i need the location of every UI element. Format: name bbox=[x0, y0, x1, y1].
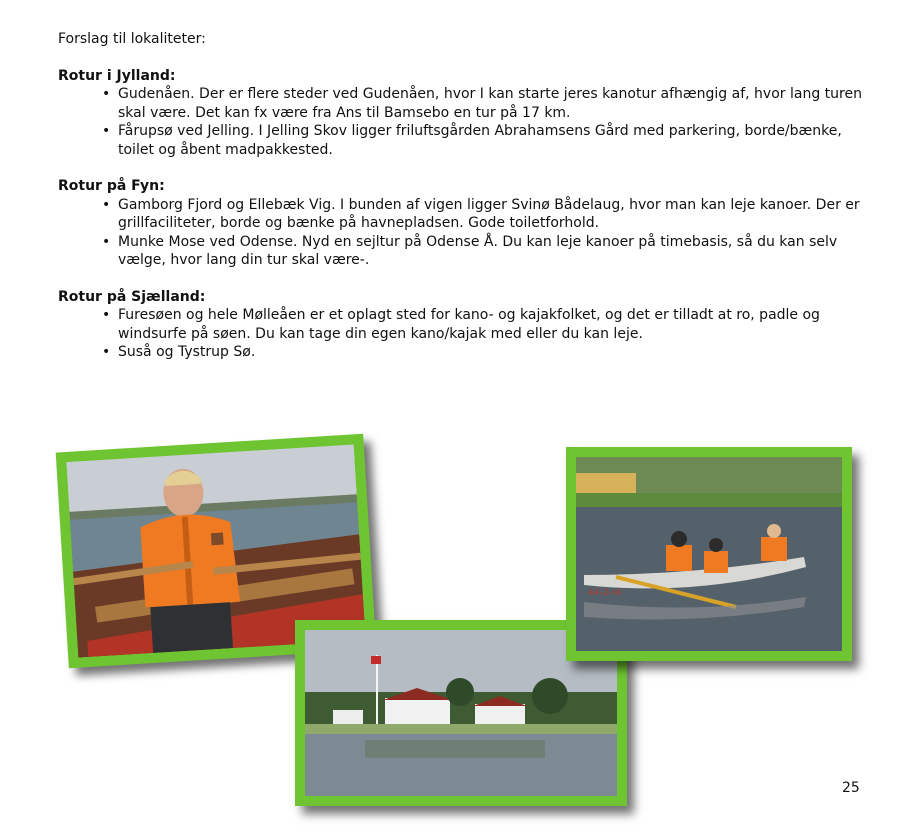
section-heading: Rotur på Fyn: bbox=[58, 178, 165, 194]
section-jylland bbox=[58, 67, 878, 160]
bullet: • bbox=[102, 233, 111, 250]
page-number: 25 bbox=[842, 780, 860, 796]
list-item bbox=[102, 85, 878, 122]
bullet: • bbox=[102, 123, 111, 139]
bullet: • bbox=[102, 196, 111, 213]
list-item bbox=[102, 343, 878, 362]
location-list bbox=[58, 306, 878, 362]
bullet: • bbox=[102, 307, 111, 323]
location-list bbox=[58, 85, 878, 159]
list-item-text: Munke Mose ved Odense. Nyd en sejltur på Odense Å. Du kan leje kanoer på timebasis, så du kan selv vælge, hvor lang din tur skal være-. bbox=[118, 233, 838, 268]
section-sjaelland bbox=[58, 288, 878, 362]
list-item-text: Furesøen og hele Mølleåen er et oplagt sted for kano- og kajakfolket, og det er tilladt at ro, padle og windsurfe på søen. Du kan tage din egen kano/kajak med eller du kan leje. bbox=[118, 307, 820, 342]
bullet: • bbox=[102, 86, 111, 102]
photo-canoe-image bbox=[576, 457, 842, 651]
bullet: • bbox=[102, 344, 111, 360]
section-heading: Rotur i Jylland: bbox=[58, 67, 176, 84]
section-heading: Rotur på Sjælland: bbox=[58, 288, 206, 305]
list-item bbox=[102, 122, 878, 159]
section-fyn bbox=[58, 177, 878, 270]
list-item-text: Gudenåen. Der er flere steder ved Gudenåen, hvor I kan starte jeres kanotur afhængig af, hvor lang turen skal være. Det kan fx være fra Ans til Bamsebo en tur på 17 km. bbox=[118, 86, 862, 121]
photo-canoe bbox=[566, 447, 852, 661]
list-item-text: Gamborg Fjord og Ellebæk Vig. I bunden af vigen ligger Svinø Bådelaug, hvor man kan leje kanoer. Der er grillfaciliteter, borde og bænke på havnepladsen. Gode toiletforhold. bbox=[118, 196, 860, 231]
list-item bbox=[102, 306, 878, 343]
canoe-marking: 44-2-r4 bbox=[588, 588, 622, 598]
location-list bbox=[58, 196, 878, 270]
list-item-text: Fårupsø ved Jelling. I Jelling Skov ligger friluftsgården Abrahamsens Gård med parkering, borde/bænke, toilet og åbent madpakkested. bbox=[118, 123, 842, 158]
intro-line: Forslag til lokaliteter: bbox=[58, 31, 206, 47]
document-text bbox=[58, 30, 878, 380]
list-item-text: Suså og Tystrup Sø. bbox=[118, 344, 256, 360]
list-item bbox=[102, 196, 878, 233]
list-item bbox=[102, 233, 878, 270]
